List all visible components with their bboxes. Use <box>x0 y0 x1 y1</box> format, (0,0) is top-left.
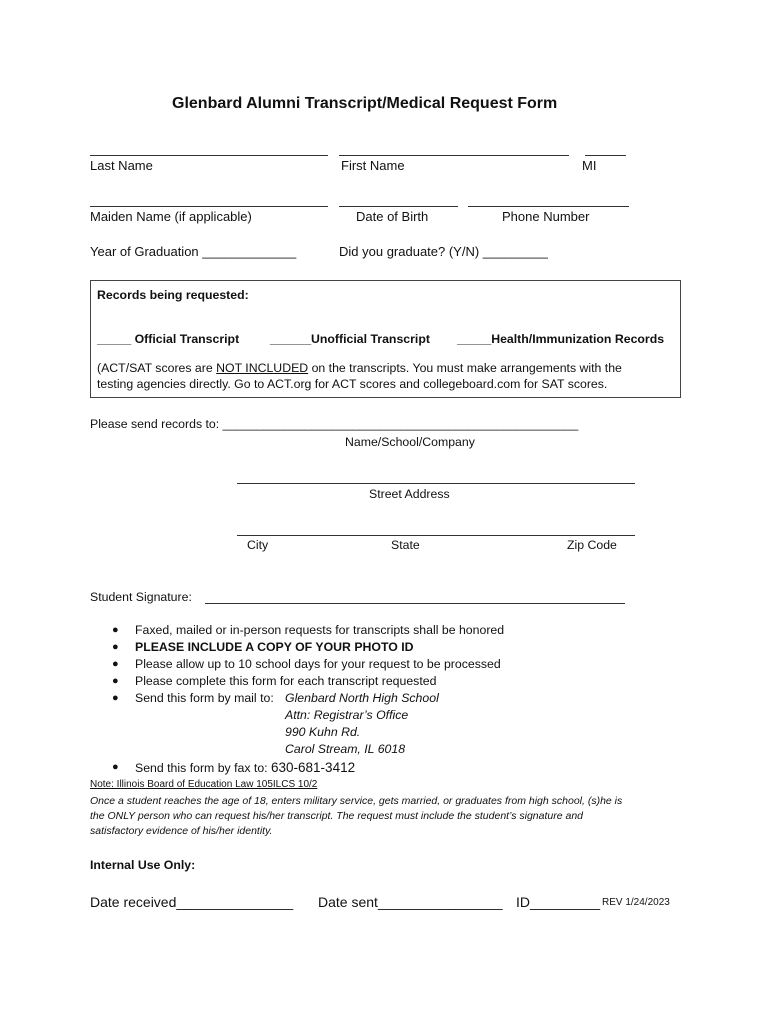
law-note: Note: Illinois Board of Education Law 105ILCS 10/2 <box>90 779 318 790</box>
mail-address-line: Glenbard North High School <box>285 691 439 705</box>
grad-year-field[interactable]: Year of Graduation _____________ <box>90 244 297 259</box>
bullet-icon: ● <box>112 641 119 653</box>
id-field[interactable]: ID_________ <box>516 894 601 910</box>
maiden-name-label: Maiden Name (if applicable) <box>90 209 252 224</box>
law-text-line: the ONLY person who can request his/her transcript. The request must include the student’s signature and <box>90 810 584 822</box>
signature-line[interactable] <box>205 603 625 604</box>
last-name-line[interactable] <box>90 155 328 156</box>
name-school-caption: Name/School/Company <box>345 435 475 449</box>
mail-address-line: Attn: Registrar’s Office <box>285 708 409 722</box>
last-name-label: Last Name <box>90 158 153 173</box>
city-caption: City <box>247 538 269 552</box>
revision-label: REV 1/24/2023 <box>602 897 670 908</box>
official-transcript-option[interactable]: _____ Official Transcript <box>97 332 240 346</box>
zip-caption: Zip Code <box>567 538 617 552</box>
act-sat-note-line1: (ACT/SAT scores are NOT INCLUDED on the transcripts. You must make arrangements with the <box>97 361 622 375</box>
first-name-label: First Name <box>341 158 405 173</box>
bullet-item: PLEASE INCLUDE A COPY OF YOUR PHOTO ID <box>135 640 414 654</box>
bullet-item: Faxed, mailed or in-person requests for transcripts shall be honored <box>135 623 505 637</box>
city-state-zip-line[interactable] <box>237 535 635 536</box>
phone-label: Phone Number <box>502 209 590 224</box>
bullet-icon: ● <box>112 658 119 670</box>
bullet-item: Send this form by mail to: <box>135 691 274 705</box>
act-sat-note-line2: testing agencies directly. Go to ACT.org for ACT scores and collegeboard.com for SAT scores. <box>97 377 608 391</box>
did-graduate-field[interactable]: Did you graduate? (Y/N) _________ <box>339 244 548 259</box>
bullet-icon: ● <box>112 624 119 636</box>
law-text-line: satisfactory evidence of his/her identity. <box>90 825 273 837</box>
dob-line[interactable] <box>339 206 458 207</box>
records-heading: Records being requested: <box>97 288 249 302</box>
bullet-item: Please complete this form for each transcript requested <box>135 674 437 688</box>
law-text-line: Once a student reaches the age of 18, enters military service, gets married, or graduates from high school, (s)he is <box>90 795 623 807</box>
health-records-option[interactable]: _____Health/Immunization Records <box>457 332 665 346</box>
bullet-item: Please allow up to 10 school days for your request to be processed <box>135 657 501 671</box>
fax-number: 630-681-3412 <box>271 760 356 775</box>
street-address-caption: Street Address <box>369 487 450 501</box>
state-caption: State <box>391 538 420 552</box>
page-title: Glenbard Alumni Transcript/Medical Request Form <box>172 95 558 112</box>
send-records-field[interactable]: Please send records to: ____________________________________________________ <box>90 417 579 431</box>
phone-line[interactable] <box>468 206 629 207</box>
maiden-name-line[interactable] <box>90 206 328 207</box>
bullet-icon: ● <box>112 692 119 704</box>
date-sent-field[interactable]: Date sent________________ <box>318 894 503 910</box>
first-name-line[interactable] <box>339 155 569 156</box>
dob-label: Date of Birth <box>356 209 429 224</box>
signature-label: Student Signature: <box>90 590 192 604</box>
mail-address-line: 990 Kuhn Rd. <box>285 725 361 739</box>
mail-address-line: Carol Stream, IL 6018 <box>285 742 406 756</box>
mi-label: MI <box>582 158 597 173</box>
street-address-line[interactable] <box>237 483 635 484</box>
fax-line: Send this form by fax to: 630-681-3412 <box>135 760 356 775</box>
bullet-icon: ● <box>112 761 119 773</box>
internal-use-heading: Internal Use Only: <box>90 858 196 872</box>
mi-line[interactable] <box>585 155 626 156</box>
unofficial-transcript-option[interactable]: ______Unofficial Transcript <box>270 332 430 346</box>
bullet-icon: ● <box>112 675 119 687</box>
date-received-field[interactable]: Date received_______________ <box>90 894 294 910</box>
